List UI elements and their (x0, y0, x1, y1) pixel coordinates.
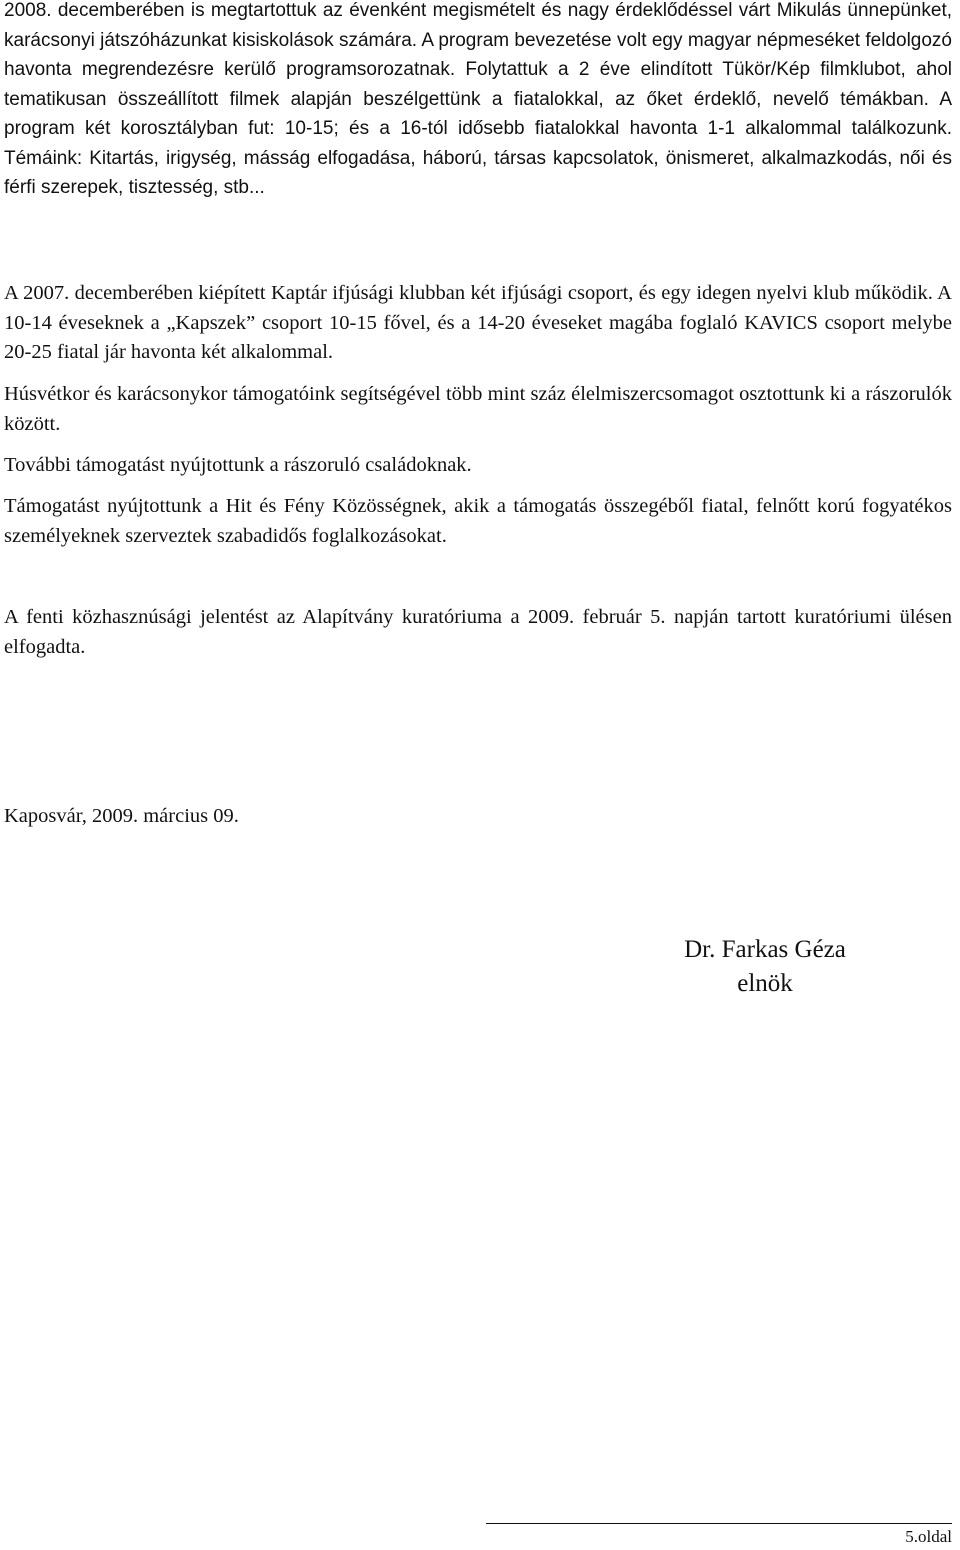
paragraph-board-approval: A fenti közhasznúsági jelentést az Alapítvány kuratóriuma a 2009. február 5. napján tartott kuratóriumi ülésen elfogadta. (4, 606, 952, 658)
paragraph-hit-es-feny: Támogatást nyújtottunk a Hit és Fény Közösségnek, akik a támogatás összegéből fiatal, felnőtt korú fogyatékos személyeknek szerveztek szabadidős foglalkozásokat. (4, 495, 952, 547)
signatory-title: elnök (737, 970, 793, 997)
signatory-name: Dr. Farkas Géza (684, 936, 846, 963)
paragraph-youth-club: A 2007. decemberében kiépített Kaptár ifjúsági klubban két ifjúsági csoport, és egy idegen nyelvi klub működik. A 10-14 éveseknek a „Kapszek” csoport 10-15 fővel, és a 14-20 éveseket magába foglaló KAVICS csoport melybe 20-25 fiatal jár havonta két alkalommal. (4, 282, 952, 363)
page-number: 5.oldal (905, 1527, 952, 1546)
footer-divider (486, 1523, 952, 1524)
place-and-date: Kaposvár, 2009. március 09. (4, 805, 239, 827)
paragraph-events-filmclub: 2008. decemberében is megtartottuk az évenként megismételt és nagy érdeklődéssel várt Mikulás ünnepünket, karácsonyi játszóházunkat kisiskolások számára. A program bevezetése volt egy magyar népmeséket feldolgozó havonta megrendezésre kerülő programsorozatnak. Folytattuk a 2 éve elindított Tükör/Kép filmklubot, ahol tematikusan összeállított filmek alapján beszélgettünk a fiatalokkal, az őket érdeklő, nevelő témákban. A program két korosztályban fut: 10-15; és a 16-tól idősebb fiatalokkal havonta 1-1 alkalommal találkozunk. Témáink: Kitartás, irigység, másság elfogadása, háború, társas kapcsolatok, önismeret, alkalmazkodás, női és férfi szerepek, tisztesség, stb... (4, 0, 952, 198)
paragraph-food-packages: Húsvétkor és karácsonykor támogatóink segítségével több mint száz élelmiszercsomagot osztottunk ki a rászorulók között. (4, 383, 952, 435)
paragraph-family-support: További támogatást nyújtottunk a rászoruló családoknak. (4, 454, 472, 476)
